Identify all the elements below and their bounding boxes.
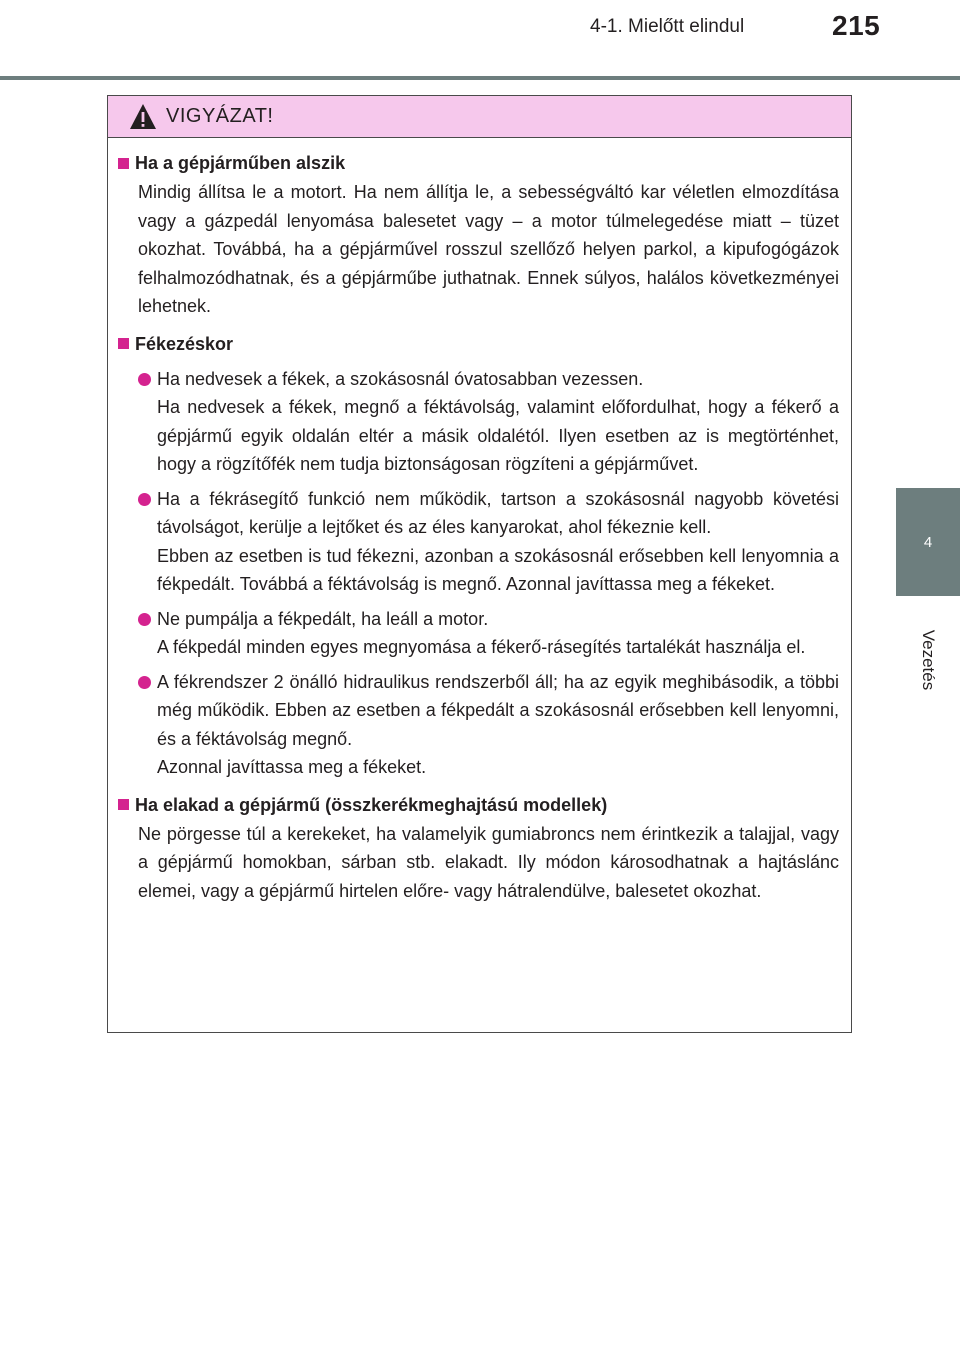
section-heading-text: Ha elakad a gépjármű (összkerékmeghajtású modellek)	[135, 794, 608, 815]
page-number: 215	[832, 10, 881, 41]
bullet-item	[138, 485, 839, 599]
chapter-tab	[896, 488, 960, 596]
square-bullet-icon	[118, 158, 129, 169]
dot-bullet-icon	[138, 493, 151, 506]
bullet-item	[138, 605, 839, 662]
section-stuck-vehicle	[118, 790, 839, 906]
section-paragraph: Mindig állítsa le a motort. Ha nem állítja le, a sebességváltó kar véletlen elmozdítása vagy a gázpedál lenyomása balesetet vagy – a motor túlmelegedése miatt – tüzet okozhat. Továbbá, ha a gépjárművel rosszul szellőző helyen parkol, a kipufogógázok felhalmozódhatnak, és a gépjárműbe juthatnak. Ennek súlyos, halálos következményei lehetnek.	[138, 182, 839, 316]
bullet-line: Azonnal javíttassa meg a fékeket.	[157, 757, 427, 777]
bullet-item	[138, 365, 839, 479]
square-bullet-icon	[118, 338, 129, 349]
section-heading	[118, 790, 839, 820]
warning-triangle-icon	[128, 102, 158, 132]
warning-title: VIGYÁZAT!	[166, 105, 274, 127]
bullet-line: A fékpedál minden egyes megnyomása a fékerő-rásegítés tartalékát használja el.	[157, 637, 806, 657]
bullet-line: A fékrendszer 2 önálló hidraulikus rendszerből áll; ha az egyik meghibásodik, a többi még működik. Ebben az esetben a fékpedált a szokásosnál erősebben kell lenyomni, és a féktávolság megnő.	[157, 671, 839, 749]
bullet-item	[138, 668, 839, 782]
dot-bullet-icon	[138, 676, 151, 689]
warning-body	[108, 138, 851, 905]
section-heading	[118, 148, 839, 178]
bullet-line: Ebben az esetben is tud fékezni, azonban a szokásosnál erősebben kell lenyomnia a fékpedált. Továbbá a féktávolság is megnő. Azonnal javíttassa meg a fékeket.	[157, 545, 839, 594]
chapter-number: 4	[923, 533, 933, 551]
chapter-label: Vezetés	[919, 629, 938, 691]
square-bullet-icon	[118, 799, 129, 810]
bullet-line: Ha nedvesek a fékek, a szokásosnál óvatosabban vezessen.	[157, 368, 644, 389]
warning-header	[108, 96, 851, 138]
section-title: 4-1. Mielőtt elindul	[590, 16, 745, 37]
bullet-line: Ha a fékrásegítő funkció nem működik, tartson a szokásosnál nagyobb követési távolságot, kerülje a lejtőket és az éles kanyarokat, ahol fékeznie kell.	[157, 488, 839, 537]
section-paragraph: Ne pörgesse túl a kerekeket, ha valamelyik gumiabroncs nem érintkezik a talajjal, vagy a gépjármű homokban, sárban stb. elakadt. Ily módon károsodhatnak a hajtáslánc elemei, vagy a gépjármű hirtelen előre- vagy hátralendülve, balesetet okozhat.	[138, 823, 839, 901]
section-heading-text: Fékezéskor	[135, 333, 234, 354]
bullet-line: Ha nedvesek a fékek, megnő a féktávolság, valamint előfordulhat, hogy a fékerő a gépjármű egyik oldalán eltér a másik oldalétól. Ilyen esetben az is megtörténhet, hogy a rögzítőfék nem tudja biztonságosan rögzíteni a gépjárművet.	[157, 397, 839, 474]
dot-bullet-icon	[138, 373, 151, 386]
section-heading-text: Ha a gépjárműben alszik	[135, 153, 346, 173]
dot-bullet-icon	[138, 613, 151, 626]
section-braking	[118, 329, 839, 782]
section-sleeping	[118, 148, 839, 321]
header-divider	[0, 76, 960, 80]
warning-box	[107, 95, 852, 1033]
bullet-line: Ne pumpálja a fékpedált, ha leáll a motor.	[157, 608, 489, 629]
section-heading	[118, 329, 839, 359]
